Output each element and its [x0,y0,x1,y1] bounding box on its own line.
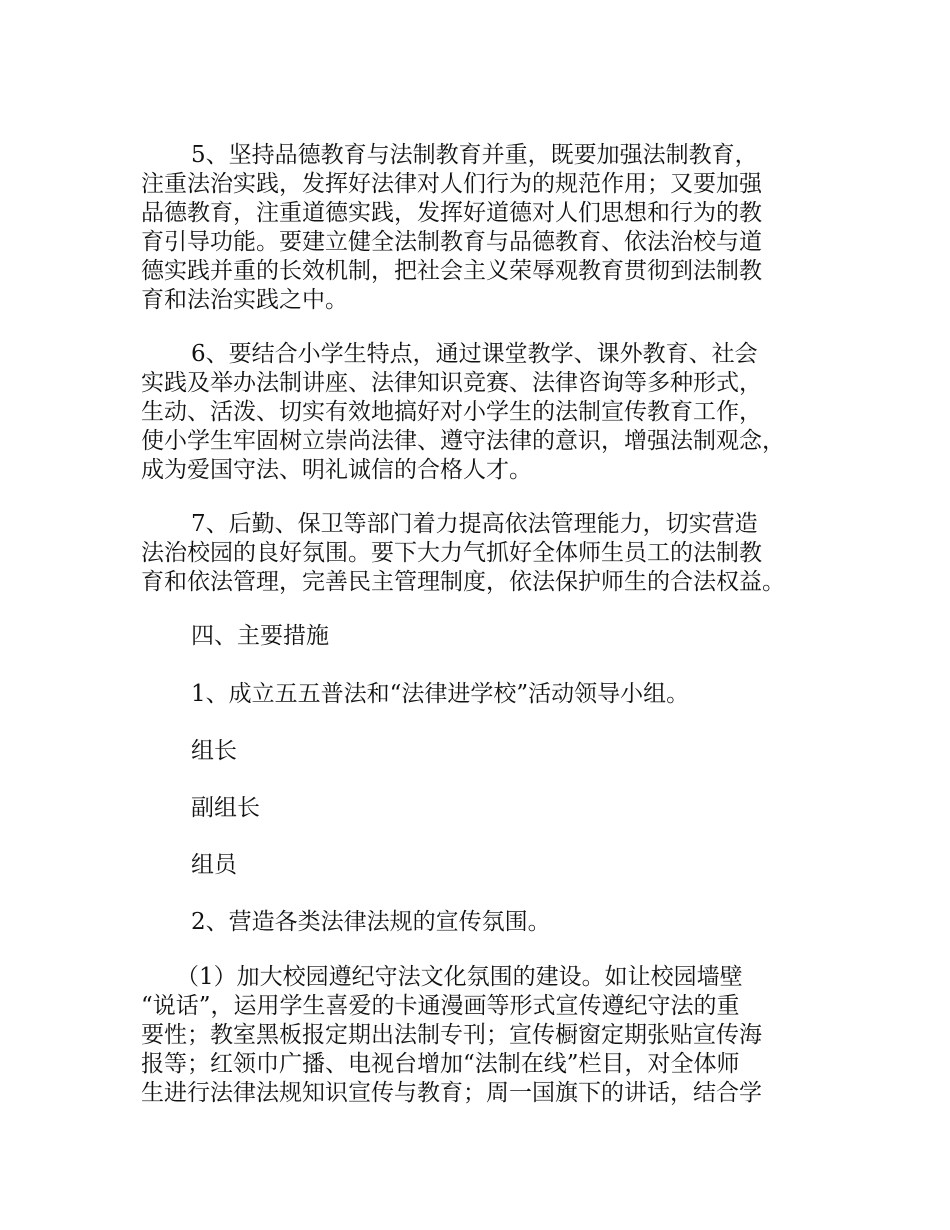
paragraph-6 [141,340,831,485]
deputy-leader-label: 副组长 [191,795,260,821]
paragraph-line: 实践及举办法制讲座、法律知识竞赛、法律咨询等多种形式， [141,370,762,396]
paragraph-line: 5、坚持品德教育与法制教育并重，既要加强法制教育， [191,142,758,168]
paragraph-line: 成为爱国守法、明礼诚信的合格人才。 [141,457,532,483]
paragraph-line: 生进行法律法规知识宣传与教育；周一国旗下的讲话，结合学 [141,1080,762,1106]
paragraph-line: 育引导功能。要建立健全法制教育与品德教育、依法治校与道 [141,229,762,255]
measure-item-2: 2、营造各类法律法规的宣传氛围。 [191,909,551,935]
paragraph-5 [141,141,831,315]
paragraph-line: 6、要结合小学生特点，通过课堂教学、课外教育、社会 [191,341,758,367]
paragraph-line: 育和依法管理，完善民主管理制度，依法保护师生的合法权益。 [141,569,785,595]
members-label: 组员 [191,852,237,878]
measure-item-1: 1、成立五五普法和“法律进学校”活动领导小组。 [191,681,690,707]
paragraph-7 [141,510,831,597]
paragraph-line: 生动、活泼、切实有效地搞好对小学生的法制宣传教育工作， [141,399,762,425]
paragraph-line: 法治校园的良好氛围。要下大力气抓好全体师生员工的法制教 [141,540,762,566]
paragraph-line: 品德教育，注重道德实践，发挥好道德对人们思想和行为的教 [141,200,762,226]
paragraph-line: 注重法治实践，发挥好法律对人们行为的规范作用；又要加强 [141,171,762,197]
paragraph-line: （1）加大校园遵纪守法文化氛围的建设。如让校园墙壁 [176,964,743,990]
paragraph-line: 报等；红领巾广播、电视台增加“法制在线”栏目，对全体师 [141,1051,740,1077]
paragraph-line: 要性；教室黑板报定期出法制专刊；宣传橱窗定期张贴宣传海 [141,1022,762,1048]
group-leader-label: 组长 [191,738,237,764]
paragraph-line: 德实践并重的长效机制，把社会主义荣辱观教育贯彻到法制教 [141,258,762,284]
section-heading: 四、主要措施 [191,623,329,649]
sub-item-1 [141,963,831,1108]
paragraph-line: “说话”，运用学生喜爱的卡通漫画等形式宣传遵纪守法的重 [141,993,740,1019]
paragraph-line: 使小学生牢固树立崇尚法律、遵守法律的意识，增强法制观念， [141,428,785,454]
paragraph-line: 育和法治实践之中。 [141,287,348,313]
paragraph-line: 7、后勤、保卫等部门着力提高依法管理能力，切实营造 [191,511,758,537]
